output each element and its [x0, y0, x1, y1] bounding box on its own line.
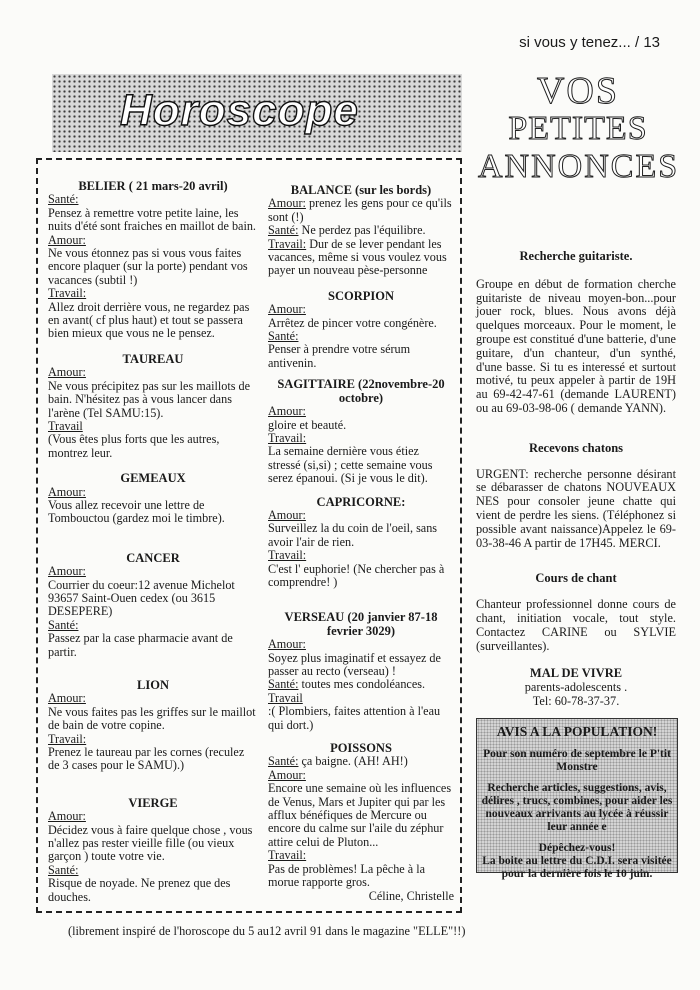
sign-heading: BELIER ( 21 mars-20 avril): [78, 179, 228, 193]
annonces-title-line2: PETITES: [508, 110, 648, 147]
horoscope-column-left: [48, 180, 258, 904]
annonce-vivre-line2: Tel: 60-78-37-37.: [532, 693, 620, 708]
sign-sagittaire: [268, 378, 454, 485]
horoscope-column-right: [268, 184, 454, 903]
sign-label: Santé:: [48, 192, 79, 207]
sign-heading: SAGITTAIRE (22novembre-20 octobre): [277, 377, 445, 405]
sign-label: Amour:: [268, 404, 306, 419]
sign-poissons: [268, 742, 454, 903]
avis-title: AVIS A LA POPULATION!: [496, 724, 658, 739]
sign-label: Santé:: [268, 329, 299, 344]
sign-text: Encore une semaine où les influences de Venus, Mars et Jupiter qui par les afflux bénéfiques de Mercure ou encore du calme sur l'aile du zéphur attire celui de Pluton...: [268, 781, 452, 849]
annonce-chant-title: Cours de chant: [535, 571, 617, 586]
sign-entry: [268, 238, 454, 278]
sign-label: Travail:: [268, 430, 307, 445]
sign-label: Amour:: [268, 302, 306, 317]
sign-label: Amour:: [48, 232, 86, 247]
sign-entry: [268, 224, 454, 237]
sign-taureau: [48, 353, 258, 460]
sign-text: La semaine dernière vous étiez stressé (si,si) ; cette semaine vous serez épanoui. (Si je vous le dit).: [268, 444, 433, 486]
sign-text: Ne vous faites pas les griffes sur le maillot de bain de votre copine.: [48, 704, 256, 733]
annonce-vivre-title: MAL DE VIVRE: [529, 666, 623, 681]
sign-heading: VIERGE: [128, 795, 178, 810]
sign-belier: [48, 180, 258, 341]
sign-text: Ne vous étonnez pas si vous vous faites encore plaquer (sur la porte) pendant vos vacances (subtil !): [48, 246, 248, 287]
sign-label: Amour:: [268, 196, 306, 211]
avis-text: La boite au lettre du C.D.I. sera visitée pour la dernière fois le 10 juin.: [482, 855, 672, 880]
sign-text: Penser à prendre votre sérum antivenin.: [268, 342, 411, 370]
sign-label: Travail:: [268, 548, 307, 563]
annonce-chant-text: Chanteur professionnel donne cours de chant, initiation vocale, tout style. Contactez CARINE ou SYLVIE (surveillantes).: [476, 597, 676, 653]
annonces-title-line1: VOS: [536, 70, 620, 112]
sign-heading: LION: [137, 678, 169, 692]
page-header: si vous y tenez... / 13: [519, 34, 660, 51]
sign-heading: POISSONS: [330, 741, 392, 756]
sign-text: Surveillez la du coin de l'oeil, sans avoir l'air de rien.: [268, 521, 438, 549]
sign-label: Santé:: [268, 754, 299, 769]
sign-text: Prenez le taureau par les cornes (reculez de 3 cases pour le SAMU).): [48, 745, 245, 773]
sign-label: Santé:: [268, 677, 299, 692]
sign-label: Amour:: [48, 365, 86, 380]
sign-text: Vous allez recevoir une lettre de Tombouctou (gardez moi le timbre).: [48, 497, 225, 526]
sign-vierge: [48, 797, 258, 904]
sign-text: :( Plombiers, faites attention à l'eau qui dort.): [268, 704, 441, 732]
avis-box: [476, 718, 678, 880]
sign-text: C'est l' euphorie! (Ne chercher pas à comprendre! ): [268, 561, 445, 589]
sign-text: prenez les gens pour ce qu'ils sont (!): [268, 196, 452, 224]
sign-label: Amour:: [48, 564, 86, 579]
sign-label: Travail:: [48, 286, 87, 301]
sign-text: Pas de problèmes! La pêche à la morue rapporte gros.: [268, 861, 426, 890]
sign-label: Travail: [268, 690, 303, 705]
sign-label: Amour:: [48, 691, 86, 706]
sign-text: Ne perdez pas l'équilibre.: [301, 223, 426, 238]
sign-text: gloire et beauté.: [268, 417, 347, 432]
horoscope-signature: Céline, Christelle: [368, 888, 454, 903]
sign-label: Travail:: [268, 848, 307, 863]
sign-label: Santé:: [48, 617, 79, 632]
avis-text: Pour son numéro de septembre le P'tit Monstre: [483, 748, 671, 773]
sign-capricorne: [268, 496, 454, 590]
sign-text: toutes mes condoléances.: [301, 677, 426, 692]
sign-entry: [268, 197, 454, 224]
sign-text: Soyez plus imaginatif et essayez de passer au recto (verseau) !: [268, 650, 441, 678]
annonce-guitar-text: Groupe en début de formation cherche guitariste de niveau moyen-bon...pour jouer rock, blues. Nous avons déjà quelques morceaux. Pour le moment, le groupe est constitué d'une batterie, d'une guitare, d'un chanteur, d'un synthé, d'une basse. Si tu es interessé et surtout motivé, tu peux appeler à partir de 19H au 69-42-47-61 (demande LAURENT) ou au 69-03-98-06 ( demande YANN).: [476, 276, 676, 415]
sign-label: Santé:: [268, 223, 299, 238]
sign-entry: [268, 755, 454, 768]
sign-heading: TAUREAU: [122, 351, 184, 366]
sign-text: Risque de noyade. Ne prenez que des douches.: [48, 876, 231, 904]
sign-label: Santé:: [48, 862, 79, 877]
annonces-title: [478, 72, 678, 184]
sign-heading: SCORPION: [328, 288, 394, 303]
sign-text: (Vous êtes plus forts que les autres, montrez leur.: [48, 432, 220, 460]
sign-label: Amour:: [268, 767, 306, 782]
sign-label: Amour:: [268, 637, 306, 652]
sign-heading: GEMEAUX: [120, 471, 186, 486]
sign-text: Passez par la case pharmacie avant de partir.: [48, 631, 233, 659]
sign-text: Décidez vous à faire quelque chose , vous n'allez pas rester vieille fille (ou vieux garçon ) toute votre vie.: [48, 822, 253, 864]
sign-text: Pensez à remettre votre petite laine, les nuits d'été sont fraiches en maillot de bain.: [48, 205, 256, 234]
sign-verseau: [268, 611, 454, 732]
annonce-vivre-line1: parents-adolescents .: [524, 680, 628, 695]
sign-heading: BALANCE (sur les bords): [290, 183, 432, 197]
sign-cancer: [48, 552, 258, 659]
sign-text: Arrêtez de pincer votre congénère.: [268, 315, 437, 330]
sign-label: Travail: [48, 418, 83, 433]
sign-scorpion: [268, 290, 454, 370]
horoscope-footer: (librement inspiré de l'horoscope du 5 au12 avril 91 dans le magazine "ELLE"!!): [68, 924, 466, 938]
annonce-chatons-title: Recevons chatons: [528, 440, 624, 455]
sign-entry: [268, 678, 454, 691]
annonce-chatons-text: URGENT: recherche personne désirant se débarasser de chatons NOUVEAUX NES pour consoler jeune chatte qui vient de perdre les siens. (Téléphonez si possible avant naissance)Appelez le 69-03-38-46 A partir de 17H45. MERCI.: [476, 466, 676, 550]
sign-label: Travail:: [268, 236, 307, 251]
sign-label: Amour:: [48, 484, 86, 499]
sign-heading: CANCER: [126, 550, 180, 565]
avis-text: Dépêchez-vous!: [538, 842, 616, 854]
sign-text: Ne vous précipitez pas sur les maillots de bain. N'hésitez pas à vous lancer dans l'arène (Tel SAMU:15).: [48, 378, 251, 420]
horoscope-title: Horoscope: [120, 86, 359, 135]
avis-text: Recherche articles, suggestions, avis, délires , trucs, combines, pour aider les nouveaux arrivants au lycée à réussir leur année e: [481, 782, 673, 833]
sign-label: Amour:: [48, 809, 86, 824]
sign-text: Allez droit derrière vous, ne regardez pas en avant( cf plus haut) et tout se passera bien mieux que vous ne le pensez.: [48, 299, 250, 341]
sign-gemeaux: [48, 472, 258, 526]
annonces-column: [476, 250, 676, 709]
sign-label: Amour:: [268, 507, 306, 522]
sign-heading: CAPRICORNE:: [316, 494, 406, 509]
sign-lion: [48, 679, 258, 773]
annonce-guitar-title: Recherche guitariste.: [519, 249, 633, 263]
sign-label: Travail:: [48, 731, 87, 746]
annonces-title-line3: ANNONCES: [478, 148, 680, 185]
sign-balance: [268, 184, 454, 278]
sign-text: Dur de se lever pendant les vacances, même si vous voulez vous payer un nouveau pèse-personne: [268, 236, 447, 278]
sign-heading: VERSEAU (20 janvier 87-18 fevrier 3029): [284, 610, 438, 638]
sign-text: ça baigne. (AH! AH!): [301, 754, 408, 769]
sign-text: Courrier du coeur:12 avenue Michelot 93657 Saint-Ouen cedex (ou 3615 DESEPERE): [48, 577, 235, 619]
